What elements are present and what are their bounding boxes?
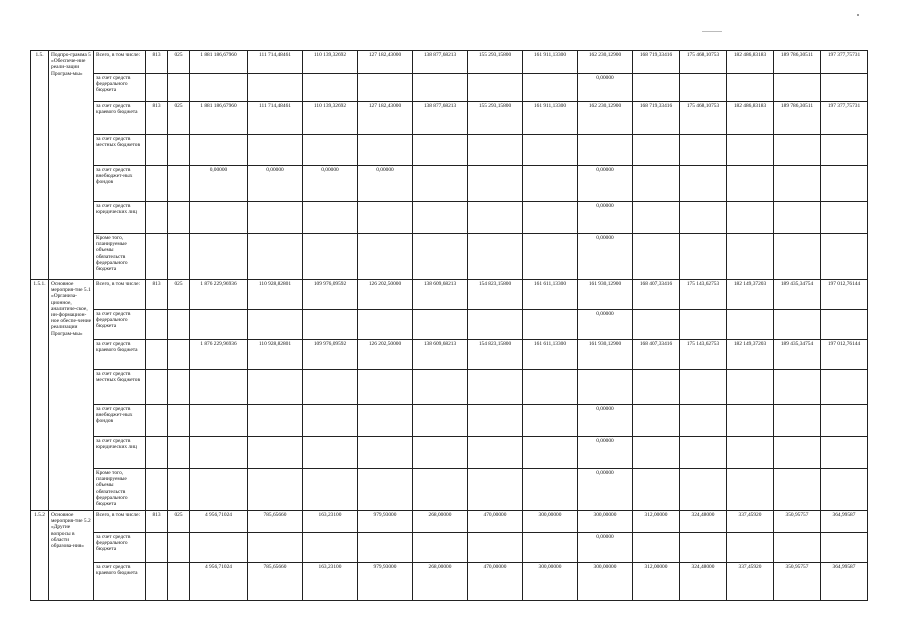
section-name: Основное мероприя-тие 5.1 «Организа-ционное, аналитиче-ское, ин-формацион-ное обеспе-чение реализации Програм-мы» bbox=[49, 280, 94, 511]
amount-cell bbox=[468, 310, 523, 340]
table-row bbox=[31, 533, 868, 563]
rzpr-code bbox=[168, 437, 190, 469]
source-label: Всего, в том числе: bbox=[94, 51, 146, 74]
rzpr-code bbox=[168, 563, 190, 601]
amount-cell bbox=[303, 310, 358, 340]
amount-cell: 312,00000 bbox=[633, 563, 680, 601]
amount-cell bbox=[821, 74, 868, 102]
table-row bbox=[31, 310, 868, 340]
amount-cell bbox=[727, 135, 774, 166]
amount-cell bbox=[358, 370, 413, 405]
amount-cell: 0,00000 bbox=[578, 437, 633, 469]
amount-cell: 168 719,33416 bbox=[633, 102, 680, 135]
source-label: Кроме того, планируемые объемы обязательств федерального бюджета bbox=[94, 469, 146, 511]
amount-cell: 300,00000 bbox=[523, 563, 578, 601]
amount-cell bbox=[248, 135, 303, 166]
amount-cell bbox=[633, 469, 680, 511]
amount-cell: 161 611,13300 bbox=[523, 340, 578, 370]
amount-cell: 4 956,71024 bbox=[190, 563, 248, 601]
grbs-code bbox=[146, 437, 168, 469]
source-label: за счет средств краевого бюджета bbox=[94, 102, 146, 135]
amount-cell bbox=[358, 135, 413, 166]
amount-cell: 0,00000 bbox=[578, 405, 633, 437]
amount-cell bbox=[774, 370, 821, 405]
scan-dot bbox=[857, 14, 859, 16]
amount-cell bbox=[468, 166, 523, 202]
amount-cell: 155 293,15800 bbox=[468, 51, 523, 74]
amount-cell bbox=[248, 202, 303, 234]
amount-cell bbox=[821, 437, 868, 469]
amount-cell: 785,65660 bbox=[248, 563, 303, 601]
table-row bbox=[31, 511, 868, 533]
amount-cell: 155 293,15800 bbox=[468, 102, 523, 135]
table-row bbox=[31, 370, 868, 405]
amount-cell: 110 139,32692 bbox=[303, 102, 358, 135]
grbs-code bbox=[146, 234, 168, 280]
amount-cell: 182 149,37203 bbox=[727, 280, 774, 310]
amount-cell: 189 786,30511 bbox=[774, 51, 821, 74]
rzpr-code: 025 bbox=[168, 280, 190, 310]
amount-cell bbox=[413, 74, 468, 102]
table-row bbox=[31, 102, 868, 135]
amount-cell bbox=[190, 405, 248, 437]
grbs-code: 813 bbox=[146, 280, 168, 310]
amount-cell bbox=[727, 405, 774, 437]
amount-cell bbox=[413, 469, 468, 511]
amount-cell: 0,00000 bbox=[303, 166, 358, 202]
amount-cell bbox=[633, 370, 680, 405]
budget-table bbox=[30, 50, 868, 601]
amount-cell bbox=[303, 370, 358, 405]
amount-cell: 109 976,09592 bbox=[303, 340, 358, 370]
amount-cell bbox=[523, 437, 578, 469]
amount-cell: 0,00000 bbox=[578, 469, 633, 511]
amount-cell bbox=[633, 310, 680, 340]
amount-cell bbox=[468, 135, 523, 166]
scan-mark bbox=[702, 31, 722, 32]
amount-cell bbox=[190, 533, 248, 563]
source-label: Всего, в том числе: bbox=[94, 280, 146, 310]
amount-cell bbox=[358, 469, 413, 511]
rzpr-code bbox=[168, 135, 190, 166]
amount-cell bbox=[358, 74, 413, 102]
source-label: за счет средств юридических лиц bbox=[94, 437, 146, 469]
amount-cell bbox=[358, 202, 413, 234]
amount-cell bbox=[680, 202, 727, 234]
amount-cell bbox=[303, 74, 358, 102]
amount-cell bbox=[727, 437, 774, 469]
amount-cell bbox=[727, 370, 774, 405]
amount-cell: 168 407,33416 bbox=[633, 280, 680, 310]
amount-cell bbox=[523, 405, 578, 437]
source-label: за счет средств местных бюджетов bbox=[94, 370, 146, 405]
amount-cell: 0,00000 bbox=[190, 166, 248, 202]
amount-cell bbox=[680, 234, 727, 280]
amount-cell bbox=[680, 405, 727, 437]
amount-cell bbox=[774, 74, 821, 102]
rzpr-code: 025 bbox=[168, 511, 190, 533]
amount-cell: 168 719,33416 bbox=[633, 51, 680, 74]
amount-cell: 470,00000 bbox=[468, 511, 523, 533]
amount-cell bbox=[680, 437, 727, 469]
amount-cell bbox=[358, 234, 413, 280]
amount-cell: 0,00000 bbox=[248, 166, 303, 202]
source-label: за счет средств краевого бюджета bbox=[94, 340, 146, 370]
amount-cell: 300,00000 bbox=[578, 563, 633, 601]
section-number: 1.5.1. bbox=[31, 280, 49, 511]
rzpr-code bbox=[168, 202, 190, 234]
amount-cell: 4 956,71024 bbox=[190, 511, 248, 533]
amount-cell: 175 468,10753 bbox=[680, 102, 727, 135]
amount-cell bbox=[821, 234, 868, 280]
grbs-code bbox=[146, 563, 168, 601]
amount-cell: 300,00000 bbox=[578, 511, 633, 533]
amount-cell bbox=[727, 469, 774, 511]
amount-cell: 175 143,62753 bbox=[680, 340, 727, 370]
amount-cell: 337,45920 bbox=[727, 563, 774, 601]
amount-cell bbox=[523, 310, 578, 340]
amount-cell: 324,48000 bbox=[680, 563, 727, 601]
amount-cell: 1 881 186,67960 bbox=[190, 102, 248, 135]
amount-cell: 197 012,76144 bbox=[821, 340, 868, 370]
amount-cell bbox=[727, 74, 774, 102]
amount-cell: 161 611,13300 bbox=[523, 280, 578, 310]
amount-cell: 182 486,83183 bbox=[727, 102, 774, 135]
amount-cell bbox=[727, 234, 774, 280]
amount-cell bbox=[680, 469, 727, 511]
amount-cell: 0,00000 bbox=[578, 533, 633, 563]
amount-cell bbox=[413, 202, 468, 234]
amount-cell bbox=[190, 437, 248, 469]
amount-cell bbox=[468, 370, 523, 405]
amount-cell bbox=[303, 437, 358, 469]
grbs-code: 813 bbox=[146, 51, 168, 74]
table-row bbox=[31, 437, 868, 469]
amount-cell bbox=[821, 166, 868, 202]
amount-cell bbox=[248, 405, 303, 437]
amount-cell bbox=[523, 469, 578, 511]
amount-cell bbox=[774, 405, 821, 437]
amount-cell bbox=[248, 234, 303, 280]
amount-cell bbox=[578, 370, 633, 405]
amount-cell bbox=[680, 135, 727, 166]
amount-cell bbox=[633, 533, 680, 563]
amount-cell bbox=[468, 202, 523, 234]
amount-cell: 154 823,15800 bbox=[468, 280, 523, 310]
amount-cell bbox=[774, 437, 821, 469]
source-label: за счет средств внебюджет-ных фондов bbox=[94, 166, 146, 202]
table-row bbox=[31, 563, 868, 601]
amount-cell bbox=[727, 166, 774, 202]
amount-cell bbox=[774, 166, 821, 202]
source-label: за счет средств федерального бюджета bbox=[94, 533, 146, 563]
amount-cell bbox=[303, 234, 358, 280]
source-label: за счет средств внебюджет-ных фондов bbox=[94, 405, 146, 437]
source-label: за счет средств местных бюджетов bbox=[94, 135, 146, 166]
rzpr-code: 025 bbox=[168, 102, 190, 135]
rzpr-code bbox=[168, 234, 190, 280]
amount-cell bbox=[633, 166, 680, 202]
table-row bbox=[31, 202, 868, 234]
amount-cell: 312,00000 bbox=[633, 511, 680, 533]
amount-cell: 175 143,62753 bbox=[680, 280, 727, 310]
amount-cell: 127 182,43000 bbox=[358, 51, 413, 74]
amount-cell bbox=[190, 370, 248, 405]
amount-cell bbox=[468, 533, 523, 563]
amount-cell bbox=[358, 310, 413, 340]
amount-cell bbox=[358, 437, 413, 469]
grbs-code bbox=[146, 533, 168, 563]
amount-cell bbox=[190, 469, 248, 511]
amount-cell: 364,99587 bbox=[821, 511, 868, 533]
amount-cell: 189 435,34754 bbox=[774, 340, 821, 370]
amount-cell bbox=[821, 533, 868, 563]
amount-cell bbox=[680, 310, 727, 340]
amount-cell: 109 976,09592 bbox=[303, 280, 358, 310]
amount-cell: 0,00000 bbox=[578, 166, 633, 202]
amount-cell bbox=[633, 202, 680, 234]
amount-cell: 138 609,68213 bbox=[413, 340, 468, 370]
rzpr-code bbox=[168, 74, 190, 102]
amount-cell: 268,00000 bbox=[413, 563, 468, 601]
amount-cell bbox=[468, 437, 523, 469]
section-number: 1.5. bbox=[31, 51, 49, 280]
amount-cell bbox=[248, 533, 303, 563]
amount-cell: 161 911,13300 bbox=[523, 102, 578, 135]
amount-cell bbox=[303, 202, 358, 234]
amount-cell bbox=[413, 310, 468, 340]
amount-cell bbox=[358, 405, 413, 437]
amount-cell bbox=[248, 74, 303, 102]
amount-cell bbox=[727, 202, 774, 234]
amount-cell: 111 714,48461 bbox=[248, 51, 303, 74]
amount-cell bbox=[774, 135, 821, 166]
amount-cell bbox=[248, 469, 303, 511]
source-label: за счет средств федерального бюджета bbox=[94, 310, 146, 340]
grbs-code: 813 bbox=[146, 102, 168, 135]
grbs-code bbox=[146, 135, 168, 166]
table-row bbox=[31, 405, 868, 437]
amount-cell bbox=[774, 533, 821, 563]
amount-cell: 337,45920 bbox=[727, 511, 774, 533]
section-name: Основное мероприя-тие 5.2 «Другие вопросы в области образова-ния» bbox=[49, 511, 94, 601]
amount-cell: 161 930,12900 bbox=[578, 280, 633, 310]
amount-cell bbox=[523, 234, 578, 280]
rzpr-code bbox=[168, 469, 190, 511]
table-row bbox=[31, 51, 868, 74]
amount-cell: 364,99587 bbox=[821, 563, 868, 601]
table-row bbox=[31, 166, 868, 202]
amount-cell bbox=[413, 135, 468, 166]
source-label: за счет средств федерального бюджета bbox=[94, 74, 146, 102]
source-label: Кроме того, планируемые объемы обязательств федерального бюджета bbox=[94, 234, 146, 280]
amount-cell: 161 930,12900 bbox=[578, 340, 633, 370]
amount-cell bbox=[413, 166, 468, 202]
amount-cell: 110 139,32692 bbox=[303, 51, 358, 74]
rzpr-code bbox=[168, 405, 190, 437]
amount-cell bbox=[190, 74, 248, 102]
table-row bbox=[31, 280, 868, 310]
table-row bbox=[31, 74, 868, 102]
amount-cell: 268,00000 bbox=[413, 511, 468, 533]
grbs-code bbox=[146, 370, 168, 405]
grbs-code bbox=[146, 340, 168, 370]
grbs-code bbox=[146, 74, 168, 102]
amount-cell bbox=[633, 405, 680, 437]
amount-cell: 127 182,43000 bbox=[358, 102, 413, 135]
amount-cell bbox=[821, 469, 868, 511]
amount-cell: 0,00000 bbox=[358, 166, 413, 202]
rzpr-code bbox=[168, 340, 190, 370]
amount-cell: 1 876 229,96936 bbox=[190, 340, 248, 370]
amount-cell bbox=[468, 234, 523, 280]
amount-cell bbox=[727, 533, 774, 563]
amount-cell bbox=[774, 202, 821, 234]
amount-cell bbox=[633, 437, 680, 469]
amount-cell bbox=[633, 234, 680, 280]
amount-cell: 1 881 186,67960 bbox=[190, 51, 248, 74]
amount-cell bbox=[248, 370, 303, 405]
amount-cell: 163,23100 bbox=[303, 511, 358, 533]
amount-cell: 111 714,48461 bbox=[248, 102, 303, 135]
amount-cell: 162 230,12900 bbox=[578, 102, 633, 135]
amount-cell bbox=[303, 135, 358, 166]
grbs-code bbox=[146, 166, 168, 202]
amount-cell: 182 149,37203 bbox=[727, 340, 774, 370]
amount-cell bbox=[413, 533, 468, 563]
amount-cell: 300,00000 bbox=[523, 511, 578, 533]
amount-cell bbox=[774, 469, 821, 511]
source-label: за счет средств краевого бюджета bbox=[94, 563, 146, 601]
amount-cell bbox=[468, 469, 523, 511]
table-row bbox=[31, 234, 868, 280]
amount-cell bbox=[727, 310, 774, 340]
amount-cell: 138 609,68213 bbox=[413, 280, 468, 310]
amount-cell bbox=[578, 135, 633, 166]
amount-cell bbox=[523, 135, 578, 166]
table-row bbox=[31, 469, 868, 511]
amount-cell: 126 202,50000 bbox=[358, 280, 413, 310]
amount-cell bbox=[303, 533, 358, 563]
grbs-code bbox=[146, 405, 168, 437]
amount-cell: 197 012,76144 bbox=[821, 280, 868, 310]
table-row bbox=[31, 135, 868, 166]
amount-cell bbox=[680, 166, 727, 202]
grbs-code: 813 bbox=[146, 511, 168, 533]
amount-cell: 138 877,68213 bbox=[413, 51, 468, 74]
grbs-code bbox=[146, 202, 168, 234]
amount-cell: 197 377,75731 bbox=[821, 102, 868, 135]
source-label: за счет средств юридических лиц bbox=[94, 202, 146, 234]
amount-cell bbox=[358, 533, 413, 563]
amount-cell bbox=[821, 135, 868, 166]
amount-cell: 197 377,75731 bbox=[821, 51, 868, 74]
amount-cell: 979,93000 bbox=[358, 511, 413, 533]
amount-cell bbox=[413, 234, 468, 280]
amount-cell: 979,93000 bbox=[358, 563, 413, 601]
section-number: 1.5.2 bbox=[31, 511, 49, 601]
amount-cell: 470,00000 bbox=[468, 563, 523, 601]
amount-cell: 0,00000 bbox=[578, 310, 633, 340]
amount-cell: 324,48000 bbox=[680, 511, 727, 533]
amount-cell bbox=[523, 370, 578, 405]
amount-cell bbox=[303, 469, 358, 511]
rzpr-code bbox=[168, 310, 190, 340]
amount-cell bbox=[248, 437, 303, 469]
amount-cell bbox=[523, 202, 578, 234]
rzpr-code: 025 bbox=[168, 51, 190, 74]
amount-cell bbox=[774, 310, 821, 340]
amount-cell: 189 435,34754 bbox=[774, 280, 821, 310]
amount-cell: 138 877,68213 bbox=[413, 102, 468, 135]
amount-cell: 110 928,82801 bbox=[248, 340, 303, 370]
amount-cell: 163,23100 bbox=[303, 563, 358, 601]
amount-cell: 189 786,30511 bbox=[774, 102, 821, 135]
amount-cell bbox=[680, 74, 727, 102]
rzpr-code bbox=[168, 370, 190, 405]
amount-cell bbox=[248, 310, 303, 340]
amount-cell bbox=[190, 234, 248, 280]
amount-cell bbox=[774, 234, 821, 280]
table-row bbox=[31, 340, 868, 370]
amount-cell bbox=[468, 74, 523, 102]
amount-cell bbox=[468, 405, 523, 437]
amount-cell bbox=[303, 405, 358, 437]
amount-cell: 182 486,83183 bbox=[727, 51, 774, 74]
amount-cell: 350,95757 bbox=[774, 511, 821, 533]
amount-cell: 161 911,13300 bbox=[523, 51, 578, 74]
rzpr-code bbox=[168, 166, 190, 202]
amount-cell: 350,95757 bbox=[774, 563, 821, 601]
grbs-code bbox=[146, 310, 168, 340]
amount-cell bbox=[821, 370, 868, 405]
amount-cell bbox=[190, 135, 248, 166]
source-label: Всего, в том числе: bbox=[94, 511, 146, 533]
amount-cell: 0,00000 bbox=[578, 74, 633, 102]
amount-cell bbox=[190, 310, 248, 340]
amount-cell bbox=[523, 74, 578, 102]
amount-cell bbox=[413, 370, 468, 405]
amount-cell bbox=[523, 166, 578, 202]
grbs-code bbox=[146, 469, 168, 511]
amount-cell: 0,00000 bbox=[578, 202, 633, 234]
amount-cell: 168 407,33416 bbox=[633, 340, 680, 370]
amount-cell bbox=[821, 405, 868, 437]
amount-cell: 1 876 229,96936 bbox=[190, 280, 248, 310]
amount-cell bbox=[680, 533, 727, 563]
amount-cell: 126 202,50000 bbox=[358, 340, 413, 370]
amount-cell bbox=[413, 437, 468, 469]
amount-cell bbox=[821, 202, 868, 234]
amount-cell bbox=[633, 135, 680, 166]
amount-cell bbox=[821, 310, 868, 340]
amount-cell: 110 928,82801 bbox=[248, 280, 303, 310]
section-name: Подпро-грамма 5 «Обеспече-ние реали-зации Програм-мы» bbox=[49, 51, 94, 280]
amount-cell: 154 823,15800 bbox=[468, 340, 523, 370]
amount-cell bbox=[190, 202, 248, 234]
amount-cell bbox=[413, 405, 468, 437]
amount-cell: 162 230,12900 bbox=[578, 51, 633, 74]
amount-cell: 175 468,10753 bbox=[680, 51, 727, 74]
amount-cell: 0,00000 bbox=[578, 234, 633, 280]
amount-cell: 785,65660 bbox=[248, 511, 303, 533]
rzpr-code bbox=[168, 533, 190, 563]
amount-cell bbox=[523, 533, 578, 563]
amount-cell bbox=[680, 370, 727, 405]
amount-cell bbox=[633, 74, 680, 102]
